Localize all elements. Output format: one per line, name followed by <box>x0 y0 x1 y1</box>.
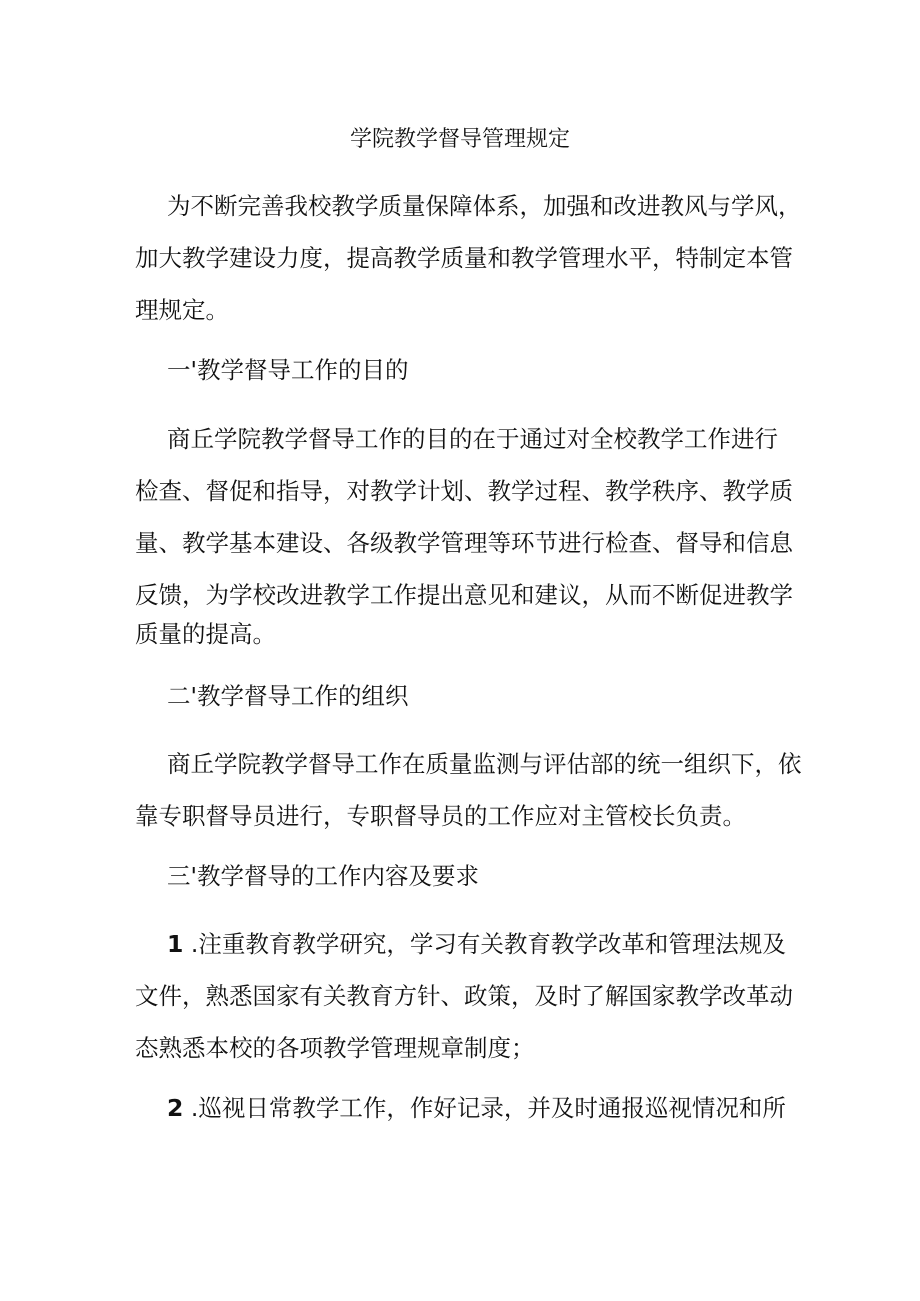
document-title: 学院教学督导管理规定 <box>349 127 570 152</box>
item2-text-1: .巡视日常教学工作，作好记录，并及时通报巡视情况和所 <box>190 1094 786 1122</box>
item1-line-3: 态熟悉本校的各项教学管理规章制度； <box>135 1034 535 1062</box>
section1-line-3: 量、教学基本建设、各级教学管理等环节进行检查、督导和信息 <box>135 529 793 557</box>
item1-line-1 <box>167 924 786 964</box>
section1-line-2: 检查、督促和指导，对教学计划、教学过程、教学秩序、教学质 <box>135 477 793 505</box>
item1-number: 1 <box>167 930 184 958</box>
intro-line-2: 加大教学建设力度，提高教学质量和教学管理水平，特制定本管 <box>135 244 793 272</box>
intro-line-1: 为不断完善我校教学质量保障体系，加强和改进教风与学风， <box>167 192 802 220</box>
intro-line-3: 理规定。 <box>135 296 229 324</box>
section1-line-4: 反馈，为学校改进教学工作提出意见和建议，从而不断促进教学 <box>135 581 793 609</box>
section1-heading: 一'教学督导工作的目的 <box>167 356 409 384</box>
section3-heading: 三'教学督导的工作内容及要求 <box>167 862 479 890</box>
item1-line-2: 文件，熟悉国家有关教育方针、政策，及时了解国家教学改革动 <box>135 982 793 1010</box>
section2-line-2: 靠专职督导员进行，专职督导员的工作应对主管校长负责。 <box>135 802 746 830</box>
item1-text-1: .注重教育教学研究，学习有关教育教学改革和管理法规及 <box>190 930 786 958</box>
item2-line-1 <box>167 1088 786 1128</box>
section2-line-1: 商丘学院教学督导工作在质量监测与评估部的统一组织下，依 <box>167 750 802 778</box>
section1-line-1: 商丘学院教学督导工作的目的在于通过对全校教学工作进行 <box>167 425 778 453</box>
item2-number: 2 <box>167 1094 184 1122</box>
section2-heading: 二'教学督导工作的组织 <box>167 682 409 710</box>
section1-line-5: 质量的提高。 <box>135 620 276 648</box>
